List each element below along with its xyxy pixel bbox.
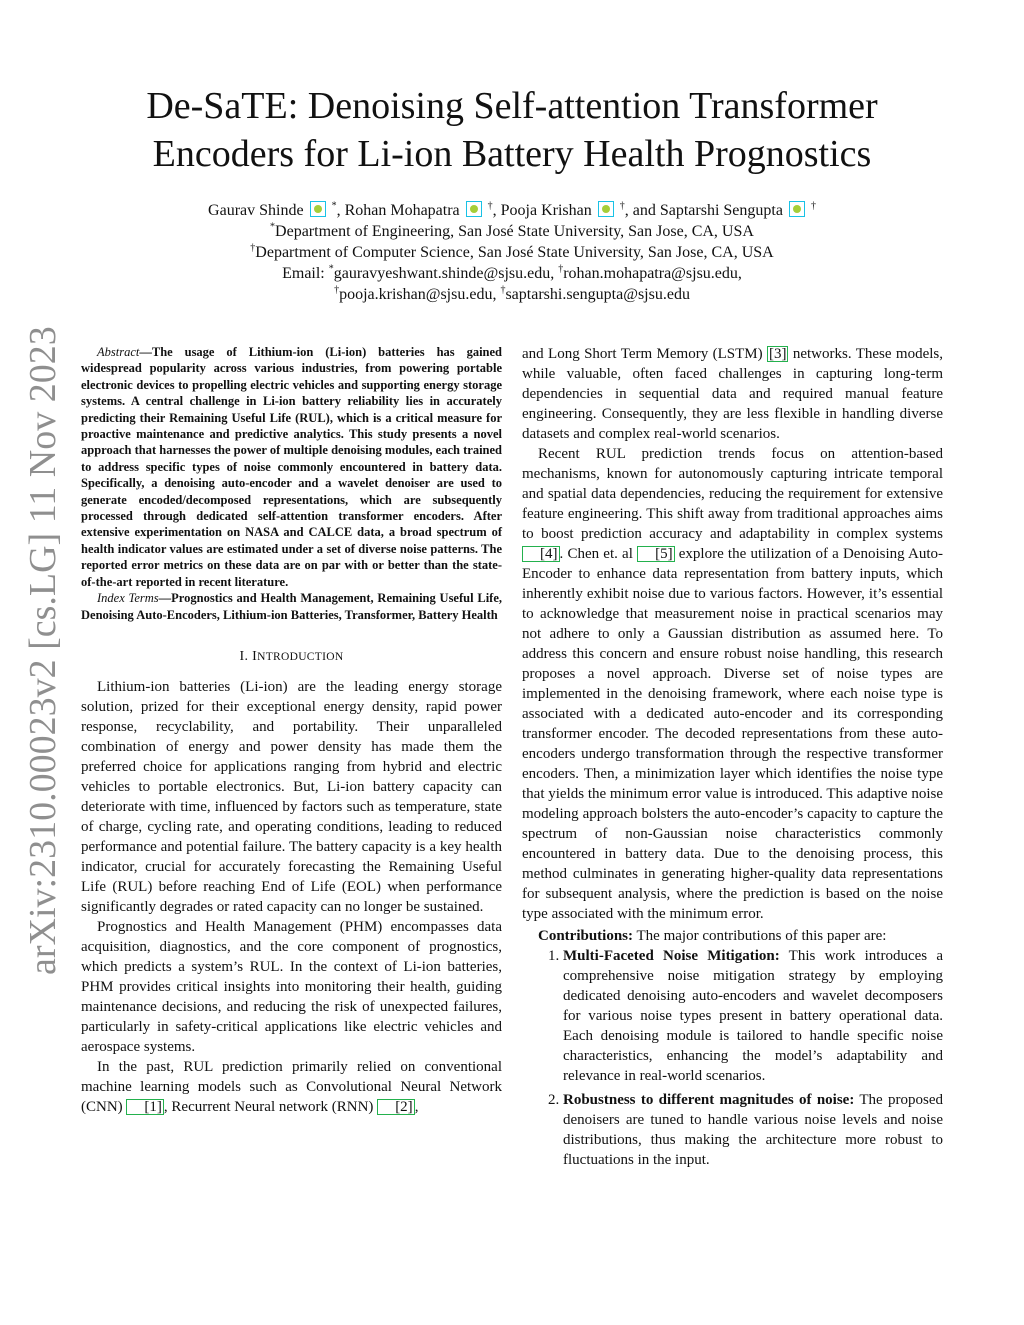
list-item-title: Multi-Faceted Noise Mitigation:: [563, 948, 780, 964]
contributions-label: Contributions:: [538, 928, 634, 944]
paragraph-text: networks. These models, while valuable, often faced challenges in capturing long-term dependencies in sequential data and required manual feature engineering. Consequently, they are less flexible in handling diverse datasets and complex real-world scenarios.: [522, 346, 943, 442]
affil-mark: *: [331, 200, 337, 212]
abstract: [81, 344, 502, 590]
orcid-icon[interactable]: [466, 201, 482, 217]
citation-link[interactable]: [1]: [126, 1099, 164, 1115]
paragraph: Prognostics and Health Management (PHM) encompasses data acquisition, diagnostics, and the core component of prognostics, which predicts a system’s RUL. In the context of Li-ion batteries, PHM provides critical insights into monitoring their health, guiding maintenance decisions, and reducing the risk of unexpected failures, particularly in safety-critical applications like electric vehicles and aerospace systems.: [81, 918, 502, 1055]
index-terms-label: Index Terms: [97, 591, 159, 606]
abstract-text: —The usage of Lithium-ion (Li-ion) batteries has gained widespread popularity across various industries, from powering portable electronic devices to propelling electric vehicles and supporting energy storage systems. A central challenge in Li-ion battery reliability lies in accurately predicting their Remaining Useful Life (RUL), which is a critical measure for proactive maintenance and predictive analytics. This study presents a novel approach that harnesses the power of multiple denoising modules, each trained to address specific types of noise commonly encountered in battery data. Specifically, a denoising auto-encoder and a wavelet denoiser are used to generate encoded/decomposed representations, which are subsequently processed through dedicated self-attention transformer encoders. After extensive experimentation on NASA and CALCE data, a broad spectrum of health indicator values are estimated under a set of diverse noise patterns. The reported error metrics on these data are on par with or better than the state-of-the-art reported in recent literature.: [81, 345, 502, 589]
section-number: I.: [239, 648, 249, 664]
paragraph-text: In the past, RUL prediction primarily relied on conventional machine learning models such as Convolutional Neural Network (CNN): [81, 1058, 502, 1115]
affil-mark: †: [487, 200, 493, 212]
affil-mark: †: [334, 284, 340, 296]
author-names: Gaurav Shinde *, Rohan Mohapatra †, Pooja Krishan †, and Saptarshi Sengupta †: [208, 200, 816, 219]
contributions-text: The major contributions of this paper are:: [633, 928, 887, 944]
orcid-icon[interactable]: [310, 201, 326, 217]
arxiv-identifier: arXiv:2310.00023v2 [cs.LG] 11 Nov 2023: [22, 326, 64, 975]
affiliation-1: [80, 221, 944, 242]
citation-link[interactable]: [4]: [522, 546, 560, 562]
paragraph-text: explore the utilization of a Denoising Auto-Encoder to enhance data representation from battery inputs, which inherently exhibit noise due to various factors. However, it’s essential to acknowledge that measurement noise in practical scenarios may not adhere to only a Gaussian distribution as assumed here. To address this concern and ensure robust noise handling, this research proposes a novel approach. Diverse set of noise types are implemented in the denoising framework, where each noise type is associated with a dedicated auto-encoder and its corresponding transformer encoder. The decoded representations from these auto-encoders undergo transformation through the respective transformer encoders. Then, a minimization layer which identifies the noise type that yields the minimum error value is introduced. This adaptive noise modeling approach bolsters the auto-encoder’s capacity to capture the spectrum of non-Gaussian noise characteristics commonly encountered in battery data. Due to the denoising process, this method culminates in generating higher-quality data representations for subsequent analysis, where the prediction is based on the noise type associated with the minimum error.: [522, 546, 943, 922]
section-title-rest: NTRODUCTION: [257, 650, 344, 663]
affil-mark: †: [250, 242, 256, 254]
affil-mark: *: [270, 221, 276, 233]
citation-link[interactable]: [3]: [768, 346, 787, 362]
email-link[interactable]: gauravyeshwant.shinde@sjsu.edu,: [333, 265, 555, 282]
email-link[interactable]: pooja.krishan@sjsu.edu,: [339, 286, 497, 303]
affil-mark: †: [558, 263, 564, 275]
index-terms: [81, 590, 502, 623]
email-line-1: [80, 263, 944, 284]
affiliation-2: [80, 242, 944, 263]
section-title-initial: I: [252, 648, 258, 664]
citation-link[interactable]: [5]: [637, 546, 675, 562]
email-line-2: [80, 284, 944, 305]
email-link[interactable]: saptarshi.sengupta@sjsu.edu: [505, 286, 690, 303]
list-item-text: This work introduces a comprehensive noise mitigation strategy by employing dedicated denoising auto-encoders and wavelet decomposers for various noise types present in battery operational data. Each denoising module is tailored to handle specific noise characteristics, enhancing the model’s adaptability and relevance in real-world scenarios.: [563, 948, 943, 1084]
email-label: Email:: [282, 265, 325, 282]
section-heading: [81, 647, 502, 667]
author-block: [80, 200, 944, 305]
title-line-2: Encoders for Li-ion Battery Health Prognostics: [152, 133, 872, 175]
paragraph-text: and Long Short Term Memory (LSTM): [522, 346, 767, 362]
abstract-label: Abstract: [97, 345, 140, 359]
affil-mark: *: [328, 263, 334, 275]
list-item: [563, 1090, 943, 1170]
contributions-list: [522, 946, 943, 1170]
paragraph-text: Recent RUL prediction trends focus on attention-based mechanisms, known for autonomously capturing intricate temporal and spatial data dependencies, reducing the requirement for extensive feature engineering. This shift away from traditional approaches aims to boost prediction accuracy and adaptability in complex systems: [522, 446, 943, 542]
and-word: and: [632, 202, 656, 219]
left-column: [81, 344, 502, 1117]
affiliation-text: Department of Engineering, San José State University, San Jose, CA, USA: [275, 223, 754, 240]
paragraph-text: . Chen et. al: [559, 546, 638, 562]
paragraph: [81, 1057, 502, 1117]
list-item: [563, 946, 943, 1086]
list-item-text: The proposed denoisers are tuned to handle various noise levels and noise distributions, thus making the architecture more robust to fluctuations in the input.: [563, 1092, 944, 1168]
citation-link[interactable]: [2]: [377, 1099, 415, 1115]
paragraph: [522, 444, 943, 924]
author-name: Saptarshi Sengupta: [659, 202, 783, 219]
list-item-title: Robustness to different magnitudes of noise:: [563, 1092, 855, 1108]
orcid-icon[interactable]: [598, 201, 614, 217]
author-name: Gaurav Shinde: [208, 202, 304, 219]
affil-mark: †: [810, 200, 816, 212]
email-link[interactable]: rohan.mohapatra@sjsu.edu,: [563, 265, 742, 282]
orcid-icon[interactable]: [789, 201, 805, 217]
paper-title: [80, 82, 944, 178]
paragraph: Lithium-ion batteries (Li-ion) are the leading energy storage solution, prized for their exceptional energy density, rapid power response, recyclability, and portability. Their unparalleled combination of energy and power density has made them the preferred choice for applications ranging from hybrid and electric vehicles to portable electronics. But, Li-ion battery capacity can deteriorate with time, influenced by factors such as temperature, state of charge, cycling rate, and operating conditions, leading to reduced performance and potential failure. The battery capacity is a key health indicator, crucial for accurately forecasting the Remaining Useful Life (RUL) before reaching End of Life (EOL) when performance significantly degrades or rated capacity can no longer be sustained.: [81, 678, 502, 915]
paragraph-text: , Recurrent Neural network (RNN): [163, 1098, 378, 1115]
right-column: [522, 344, 943, 1174]
index-terms-text: —Prognostics and Health Management, Remaining Useful Life, Denoising Auto-Encoders, Lithium-ion Batteries, Transformer, Battery Health: [81, 591, 503, 622]
title-line-1: De-SaTE: Denoising Self-attention Transformer: [146, 85, 878, 127]
paragraph: [522, 344, 943, 444]
paragraph-text: ,: [414, 1098, 419, 1115]
contributions-intro: [522, 926, 943, 946]
affil-mark: †: [500, 284, 506, 296]
author-name: Rohan Mohapatra: [344, 202, 460, 219]
author-name: Pooja Krishan: [500, 202, 592, 219]
affil-mark: †: [619, 200, 625, 212]
affiliation-text: Department of Computer Science, San José State University, San Jose, CA, USA: [255, 244, 774, 261]
